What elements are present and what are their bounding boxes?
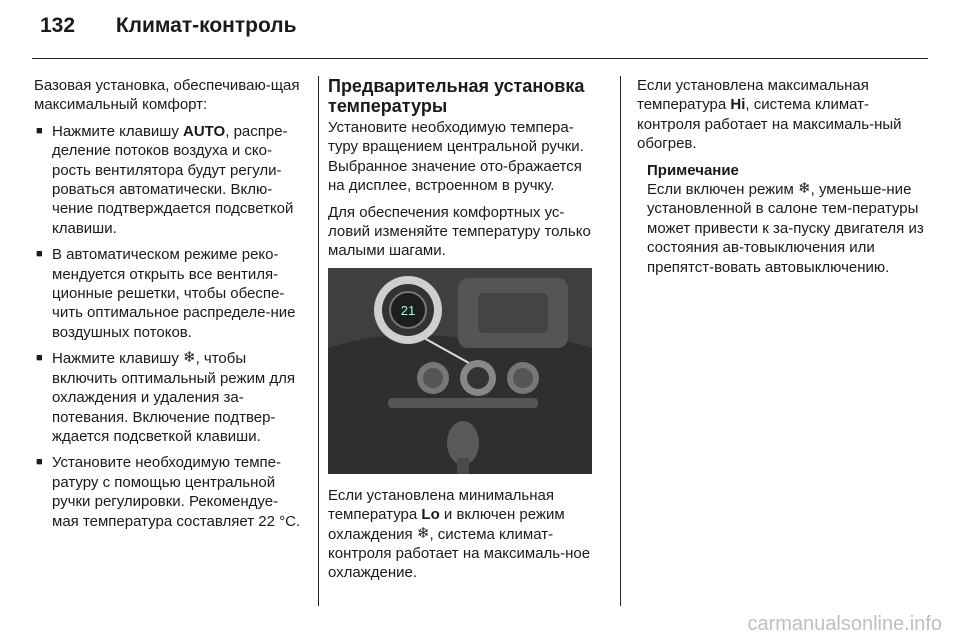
intro-text: Базовая установка, обеспечиваю-щая максимальный комфорт:	[34, 77, 300, 114]
bullet-text: Нажмите клавишу	[52, 350, 183, 368]
dashboard-illustration	[328, 268, 592, 474]
bullet-text: Установите необходимую темпе-ратуру с помощью центральной ручки регулировки. Рекомендуе-мая температура составляет 22 °C.	[52, 454, 301, 530]
lo-key-label: Lo	[421, 506, 440, 524]
page-header	[40, 14, 297, 38]
bullet-text: , чтобы включить оптимальный режим для охлаждения и удаления за-потевания. Включение подтвер-ждается подсветкой клавиши.	[52, 350, 296, 445]
note-text	[647, 180, 927, 277]
text-run: Если установлена максимальная температура	[637, 77, 869, 114]
paragraph	[328, 486, 600, 583]
text-run: , уменьше-ние установленной в салоне тем-пературы может привести к за-пуску двигателя из состояния ав-товыключения или препятст-вовать автовыключению.	[647, 181, 924, 276]
paragraph	[637, 76, 927, 154]
column-1	[34, 76, 304, 538]
bullet-list	[34, 122, 304, 531]
bullet-text: В автоматическом режиме реко-мендуется открыть все вентиля-ционные решетки, чтобы обеспе-чить оптимальное распределе-ние воздушных потоков.	[52, 246, 296, 341]
snowflake-icon: ❄	[416, 524, 430, 542]
bullet-item	[34, 349, 304, 446]
column-divider-2	[620, 76, 621, 606]
note-title: Примечание	[647, 161, 739, 179]
bullet-text: , распре-деление потоков воздуха и ско-рость вентилятора будут регули-роваться автоматически. Вклю-чение подтверждается подсветкой клавиши.	[52, 122, 294, 237]
page-number: 132	[40, 14, 76, 37]
display-readout: 21	[400, 302, 416, 318]
note-box	[637, 161, 927, 277]
page-title: Климат-контроль	[115, 14, 297, 37]
section-heading: Предварительная установка температуры	[328, 76, 585, 116]
paragraph: Для обеспечения комфортных ус-ловий изменяйте температуру только малыми шагами.	[328, 203, 591, 260]
text-run: и включен режим охлаждения	[328, 506, 565, 543]
text-run: Если установлена минимальная температура	[328, 486, 554, 524]
bullet-item	[34, 453, 304, 531]
text-run: , система климат-контроля работает на максималь-ный обогрев.	[637, 96, 902, 153]
bullet-item	[34, 122, 304, 238]
watermark: carmanualsonline.info	[747, 613, 942, 635]
column-3	[637, 76, 927, 284]
header-rule	[32, 58, 928, 59]
text-run: , система климат-контроля работает на максималь-ное охлаждение.	[328, 525, 591, 582]
bullet-text: Нажмите клавишу	[52, 122, 183, 140]
paragraph: Установите необходимую темпера-туру вращением центральной ручки. Выбранное значение ото-бражается на дисплее, встроенном в ручку.	[328, 119, 584, 195]
snowflake-icon: ❄	[183, 349, 196, 367]
snowflake-icon: ❄	[798, 180, 811, 198]
auto-key-label: AUTO	[183, 122, 226, 140]
climate-control-photo	[328, 268, 592, 474]
text-run: Если включен режим	[647, 181, 799, 199]
column-divider-1	[318, 76, 319, 606]
bullet-item	[34, 245, 304, 342]
column-2	[328, 76, 600, 590]
hi-key-label: Hi	[730, 96, 746, 114]
